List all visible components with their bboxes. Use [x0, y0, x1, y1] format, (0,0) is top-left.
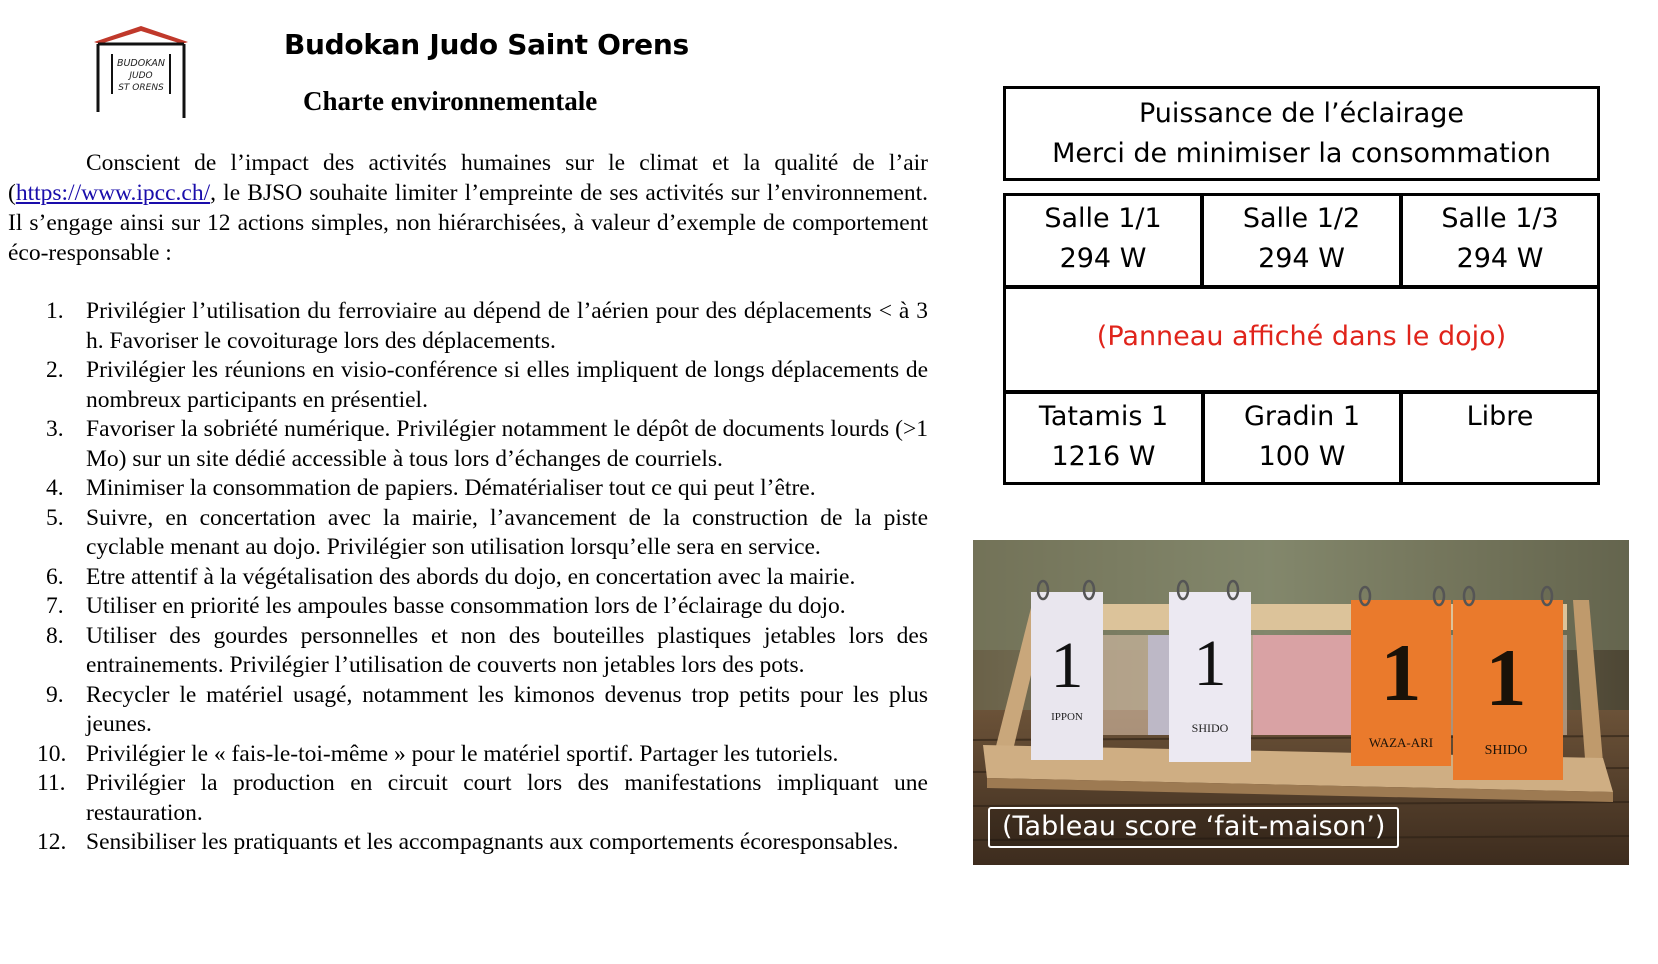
ipcc-link[interactable]: https://www.ipcc.ch/	[15, 180, 211, 206]
item-text: Privilégier l’utilisation du ferroviaire au dépend de l’aérien pour des déplacements < à 3 h. Favoriser le covoiturage lors des déplacements.	[86, 298, 928, 354]
list-item	[0, 769, 928, 828]
action-list	[0, 297, 928, 858]
document-subtitle: Charte environnementale	[303, 86, 598, 116]
list-item	[0, 356, 928, 415]
cell-label: Salle 1/3	[1441, 203, 1559, 234]
card-digit: 1	[1485, 632, 1527, 723]
document-title: Budokan Judo Saint Orens	[284, 28, 689, 61]
item-text: Etre attentif à la végétalisation des abords du dojo, en concertation avec la mairie.	[86, 563, 856, 590]
logo-text-line-3: ST ORENS	[118, 83, 164, 93]
item-text: Privilégier le « fais-le-toi-même » pour le matériel sportif. Partager les tutoriels.	[86, 740, 839, 767]
score-card-ippon	[1031, 592, 1103, 760]
cell-value: 294 W	[1456, 243, 1544, 274]
card-label: SHIDO	[1191, 721, 1229, 735]
item-text: Privilégier les réunions en visio-conférence si elles impliquent de longs déplacements de nombreux participants en présentiel.	[86, 357, 928, 413]
club-logo	[90, 22, 192, 120]
panel-heading-line-2: Merci de minimiser la consommation	[1052, 138, 1551, 169]
list-item	[0, 504, 928, 563]
card-digit: 1	[1193, 627, 1227, 700]
intro-text-after: , le BJSO souhaite limiter l’empreinte de ses activités sur l’environnement. Il s’engage ainsi sur 12 actions simples, non hiérarchisées, à valeur d’exemple de comportement éco-responsable :	[8, 180, 928, 266]
item-text: Utiliser en priorité les ampoules basse consommation lors de l’éclairage du dojo.	[86, 593, 846, 619]
item-number: 9.	[46, 681, 64, 708]
list-item	[0, 740, 928, 770]
item-text: Favoriser la sobriété numérique. Privilégier notamment le dépôt de documents lourds (>1 Mo) sur un site dédié accessible à tous lors d’échanges de courriels.	[86, 416, 928, 472]
item-text: Sensibiliser les pratiquants et les accompagnants aux comportements écoresponsables.	[86, 829, 899, 855]
cell-label: Gradin 1	[1243, 401, 1361, 432]
cell-label: Salle 1/2	[1242, 203, 1361, 234]
item-number: 12.	[37, 829, 67, 855]
item-number: 2.	[46, 357, 64, 383]
intro-text-before: Conscient de l’impact des activités humaines sur le climat et la qualité de l’air (	[8, 150, 928, 206]
item-text: Utiliser des gourdes personnelles et non des bouteilles plastiques jetables lors des entrainements. Privilégier l’utilisation de couverts non jetables lors des pots.	[86, 622, 928, 678]
cell-value: 294 W	[1258, 243, 1345, 274]
list-item	[0, 681, 928, 740]
list-item	[0, 415, 928, 474]
logo-text-line-1: BUDOKAN	[116, 58, 166, 69]
item-number: 10.	[37, 740, 67, 767]
score-card-waza-ari	[1351, 600, 1451, 766]
cell-label: Tatamis 1	[1038, 401, 1169, 432]
cell-value: 294 W	[1059, 243, 1147, 274]
list-item	[0, 563, 928, 593]
item-number: 1.	[46, 298, 64, 324]
list-item	[0, 297, 928, 356]
item-number: 7.	[46, 593, 64, 619]
cell-label: Salle 1/1	[1044, 203, 1162, 234]
item-text: Recycler le matériel usagé, notamment les kimonos devenus trop petits pour les plus jeunes.	[86, 681, 928, 737]
power-cell-salle-1-1	[1003, 193, 1203, 288]
power-cell-salle-1-2	[1201, 193, 1402, 288]
item-text: Suivre, en concertation avec la mairie, l’avancement de la construction de la piste cyclable menant au dojo. Privilégier son utilisation lorsqu’elle sera en service.	[86, 504, 928, 560]
power-cell-libre	[1400, 391, 1600, 485]
item-text: Minimiser la consommation de papiers. Dématérialiser tout ce qui peut l’être.	[86, 475, 816, 501]
power-cell-salle-1-3	[1400, 193, 1600, 288]
card-label: IPPON	[1051, 711, 1083, 723]
card-digit: 1	[1380, 627, 1422, 718]
cell-label: Libre	[1466, 401, 1534, 432]
list-item	[0, 828, 928, 858]
panel-heading-line-1: Puissance de l’éclairage	[1138, 98, 1465, 129]
cell-value: 1216 W	[1051, 441, 1156, 472]
photo-caption: (Tableau score ‘fait-maison’)	[988, 807, 1399, 848]
list-item	[0, 592, 928, 622]
card-digit: 1	[1050, 629, 1084, 702]
item-number: 4.	[46, 475, 64, 501]
list-item	[0, 474, 928, 504]
item-text: Privilégier la production en circuit court lors des manifestations impliquant une restauration.	[86, 770, 928, 826]
score-card-shido-white	[1169, 592, 1251, 762]
logo-text-line-2: JUDO	[129, 71, 153, 81]
power-cell-tatamis	[1003, 391, 1204, 485]
item-number: 6.	[46, 563, 64, 590]
intro-paragraph	[8, 148, 928, 268]
panel-note: (Panneau affiché dans le dojo)	[1003, 286, 1600, 393]
card-label: WAZA-ARI	[1368, 735, 1434, 750]
score-card-shido-orange	[1453, 600, 1563, 780]
item-number: 8.	[46, 622, 64, 649]
list-item	[0, 622, 928, 681]
item-number: 5.	[46, 504, 64, 531]
item-number: 3.	[46, 416, 64, 442]
item-number: 11.	[37, 770, 66, 796]
power-cell-gradin	[1202, 391, 1402, 485]
cell-value: 100 W	[1258, 441, 1346, 472]
power-panel-heading	[1003, 86, 1600, 181]
card-label: SHIDO	[1484, 743, 1528, 758]
